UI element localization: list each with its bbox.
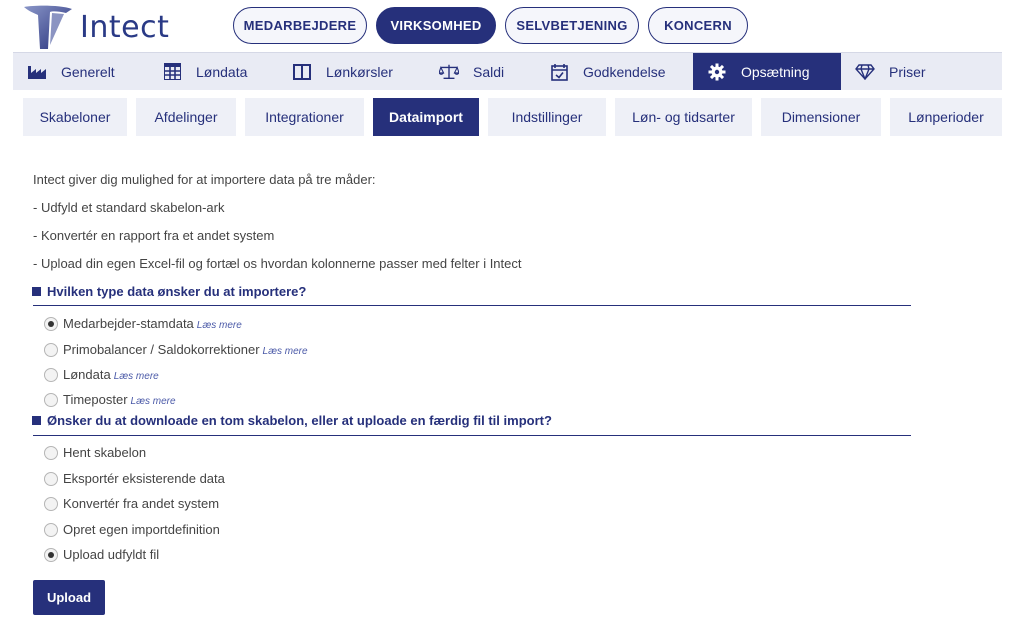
- sub-nav: [23, 98, 1002, 136]
- radio-eksporter-data[interactable]: [44, 471, 225, 486]
- section-title-text: Ønsker du at downloade en tom skabelon, eller at uploade en færdig fil til import?: [47, 413, 552, 428]
- radio-button[interactable]: [44, 523, 58, 537]
- read-more-link[interactable]: Læs mere: [113, 370, 159, 382]
- radio-label: Medarbejder-stamdata: [63, 316, 194, 331]
- main-nav-label: Saldi: [473, 63, 505, 80]
- main-nav-priser[interactable]: [841, 53, 991, 90]
- main-nav-godkendelse[interactable]: [535, 53, 693, 90]
- intect-logo-icon: [22, 3, 74, 51]
- section-divider: [33, 305, 911, 306]
- radio-loendata[interactable]: [44, 367, 159, 382]
- main-nav-loenkoersler[interactable]: [278, 53, 425, 90]
- read-more-link[interactable]: Læs mere: [196, 319, 242, 331]
- factory-icon: [27, 62, 47, 82]
- upload-button[interactable]: Upload: [33, 580, 105, 615]
- top-nav-selvbetjening[interactable]: SELVBETJENING: [505, 7, 639, 44]
- radio-primobalancer[interactable]: [44, 342, 308, 357]
- radio-button[interactable]: [44, 446, 58, 460]
- radio-label: Eksportér eksisterende data: [63, 471, 225, 486]
- radio-button[interactable]: [44, 368, 58, 382]
- radio-label: Løndata: [63, 367, 111, 382]
- brand-name: Intect: [80, 9, 170, 45]
- radio-label: Primobalancer / Saldokorrektioner: [63, 342, 260, 357]
- sub-nav-afdelinger[interactable]: Afdelinger: [136, 98, 236, 136]
- radio-button[interactable]: [44, 497, 58, 511]
- section-marker-icon: [32, 287, 41, 296]
- sub-nav-indstillinger[interactable]: Indstillinger: [488, 98, 606, 136]
- read-more-link[interactable]: Læs mere: [130, 395, 176, 407]
- radio-button[interactable]: [44, 393, 58, 407]
- top-nav-medarbejdere[interactable]: MEDARBEJDERE: [233, 7, 367, 44]
- intect-logo[interactable]: [22, 3, 182, 51]
- section-title-text: Hvilken type data ønsker du at importere?: [47, 284, 307, 299]
- top-nav: [233, 7, 748, 44]
- main-nav-label: Generelt: [61, 63, 115, 80]
- radio-konverter[interactable]: [44, 496, 219, 511]
- main-nav-saldi[interactable]: [425, 53, 535, 90]
- main-nav-opsaetning[interactable]: [693, 53, 841, 90]
- calendar-check-icon: [549, 62, 569, 82]
- radio-label: Upload udfyldt fil: [63, 547, 160, 562]
- main-nav-label: Godkendelse: [583, 63, 666, 80]
- main-nav-label: Lønkørsler: [326, 63, 393, 80]
- main-nav-loendata[interactable]: [148, 53, 278, 90]
- radio-button[interactable]: [44, 317, 58, 331]
- app-header: [0, 0, 1015, 52]
- radio-upload-udfyldt-fil[interactable]: [44, 547, 159, 562]
- gear-icon: [707, 62, 727, 82]
- section-marker-icon: [32, 416, 41, 425]
- balance-scale-icon: [439, 62, 459, 82]
- radio-label: Timeposter: [63, 392, 128, 407]
- main-nav-generelt[interactable]: [13, 53, 148, 90]
- radio-button[interactable]: [44, 343, 58, 357]
- sub-nav-dimensioner[interactable]: Dimensioner: [761, 98, 881, 136]
- main-nav-label: Opsætning: [741, 63, 810, 80]
- top-nav-koncern[interactable]: KONCERN: [648, 7, 748, 44]
- sub-nav-skabeloner[interactable]: Skabeloner: [23, 98, 127, 136]
- read-more-link[interactable]: Læs mere: [262, 345, 308, 357]
- diamond-icon: [855, 62, 875, 82]
- radio-medarbejder-stamdata[interactable]: [44, 316, 242, 331]
- sub-nav-integrationer[interactable]: Integrationer: [245, 98, 364, 136]
- section-title-data-type: [32, 284, 306, 299]
- table-icon: [162, 62, 182, 82]
- radio-label: Konvertér fra andet system: [63, 496, 220, 511]
- columns-icon: [292, 62, 312, 82]
- sub-nav-loenperioder[interactable]: Lønperioder: [890, 98, 1002, 136]
- radio-label: Opret egen importdefinition: [63, 522, 220, 537]
- intro-text: Intect giver dig mulighed for at importere data på tre måder:: [33, 172, 376, 187]
- sub-nav-loen-og-tidsarter[interactable]: Løn- og tidsarter: [615, 98, 752, 136]
- intro-item: - Udfyld et standard skabelon-ark: [33, 200, 225, 215]
- sub-nav-dataimport[interactable]: Dataimport: [373, 98, 479, 136]
- main-nav: [13, 52, 1002, 90]
- main-nav-label: Løndata: [196, 63, 248, 80]
- intro-item: - Konvertér en rapport fra et andet system: [33, 228, 275, 243]
- main-nav-label: Priser: [889, 63, 926, 80]
- intro-item: - Upload din egen Excel-fil og fortæl os hvordan kolonnerne passer med felter i Intect: [33, 256, 522, 271]
- radio-hent-skabelon[interactable]: [44, 445, 146, 460]
- radio-opret-importdefinition[interactable]: [44, 522, 220, 537]
- radio-timeposter[interactable]: [44, 392, 176, 407]
- top-nav-virksomhed[interactable]: VIRKSOMHED: [376, 7, 496, 44]
- radio-button[interactable]: [44, 548, 58, 562]
- radio-button[interactable]: [44, 472, 58, 486]
- section-title-download-upload: [32, 413, 552, 428]
- section-divider: [33, 435, 911, 436]
- radio-label: Hent skabelon: [63, 445, 147, 460]
